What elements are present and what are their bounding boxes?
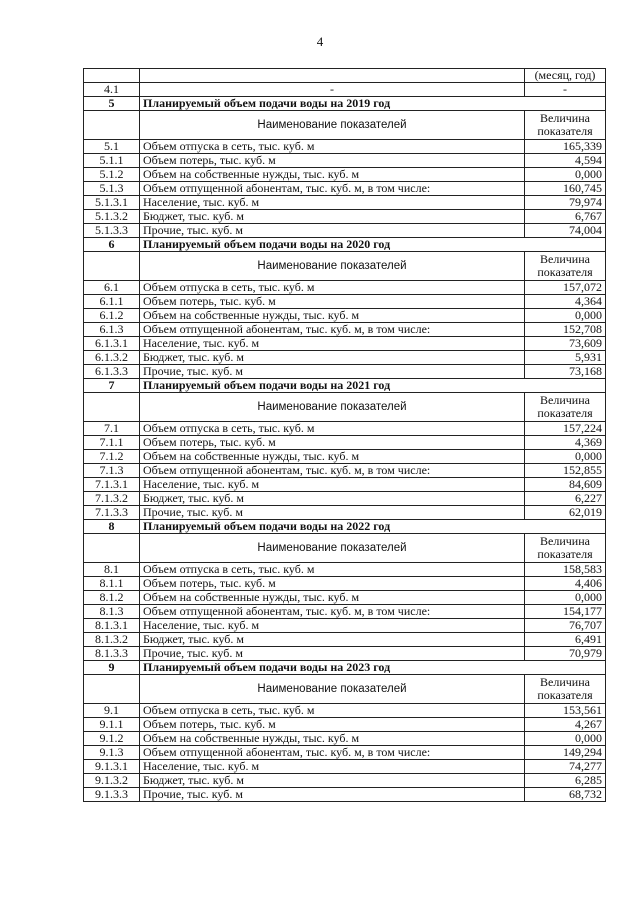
- row-name: Объем потерь, тыс. куб. м: [140, 154, 525, 168]
- row-value: 152,708: [525, 323, 606, 337]
- table-row: [84, 619, 606, 633]
- table-row: [84, 647, 606, 661]
- section-title-row: [84, 661, 606, 675]
- row-number: 7.1.3.3: [84, 506, 140, 520]
- section-number: 7: [84, 379, 140, 393]
- row-number: 9.1: [84, 704, 140, 718]
- table-row: [84, 492, 606, 506]
- header-value: [525, 534, 606, 563]
- row-value: 4,369: [525, 436, 606, 450]
- row-number: 7.1.3.1: [84, 478, 140, 492]
- row-name: Прочие, тыс. куб. м: [140, 647, 525, 661]
- unit-row-name-cell: [140, 69, 525, 83]
- row-name: Объем отпущенной абонентам, тыс. куб. м, в том числе:: [140, 182, 525, 196]
- table-row: [84, 633, 606, 647]
- table-row: [84, 591, 606, 605]
- section-number: 5: [84, 97, 140, 111]
- table-row: [84, 168, 606, 182]
- row-value: 0,000: [525, 732, 606, 746]
- table-row: [84, 506, 606, 520]
- row-value: 6,767: [525, 210, 606, 224]
- row-value: 160,745: [525, 182, 606, 196]
- row-number: 5.1: [84, 140, 140, 154]
- row-number: 7.1.1: [84, 436, 140, 450]
- row-number: 6.1.3: [84, 323, 140, 337]
- table-row: [84, 154, 606, 168]
- row-value: 149,294: [525, 746, 606, 760]
- section-header-row: [84, 675, 606, 704]
- header-value-line1: Величина: [540, 251, 590, 266]
- header-name: Наименование показателей: [140, 252, 525, 281]
- row-value: 68,732: [525, 788, 606, 802]
- row-value: 84,609: [525, 478, 606, 492]
- unit-label: (месяц, год): [525, 69, 606, 83]
- header-name: Наименование показателей: [140, 111, 525, 140]
- row-value: 74,004: [525, 224, 606, 238]
- row-number: 6.1.3.3: [84, 365, 140, 379]
- row-name: Население, тыс. куб. м: [140, 619, 525, 633]
- header-value-line1: Величина: [540, 110, 590, 125]
- row-name: Население, тыс. куб. м: [140, 478, 525, 492]
- row-number: 7.1: [84, 422, 140, 436]
- row-number: 8.1.3: [84, 605, 140, 619]
- table-row: [84, 309, 606, 323]
- table-row: [84, 450, 606, 464]
- row-value: 5,931: [525, 351, 606, 365]
- row-number: 9.1.1: [84, 718, 140, 732]
- row-value: 0,000: [525, 591, 606, 605]
- table-row: [84, 365, 606, 379]
- header-name: Наименование показателей: [140, 393, 525, 422]
- header-empty-cell: [84, 111, 140, 140]
- header-empty-cell: [84, 534, 140, 563]
- row-value: 154,177: [525, 605, 606, 619]
- header-value-line1: Величина: [540, 392, 590, 407]
- unit-row-num-cell: [84, 69, 140, 83]
- row-number: 5.1.3: [84, 182, 140, 196]
- row-value: 0,000: [525, 309, 606, 323]
- row-name: Объем отпуска в сеть, тыс. куб. м: [140, 281, 525, 295]
- row-name: Прочие, тыс. куб. м: [140, 788, 525, 802]
- row-name: Бюджет, тыс. куб. м: [140, 210, 525, 224]
- row-name: Бюджет, тыс. куб. м: [140, 633, 525, 647]
- row-name: Объем на собственные нужды, тыс. куб. м: [140, 309, 525, 323]
- section-title: Планируемый объем подачи воды на 2023 год: [140, 661, 606, 675]
- row-number: 8.1.3.1: [84, 619, 140, 633]
- table-row: [84, 760, 606, 774]
- section-number: 6: [84, 238, 140, 252]
- row-value: 6,227: [525, 492, 606, 506]
- row-name: Объем потерь, тыс. куб. м: [140, 577, 525, 591]
- unit-row: [84, 69, 606, 83]
- row-number: 7.1.3.2: [84, 492, 140, 506]
- header-value: [525, 675, 606, 704]
- table-row: [84, 281, 606, 295]
- header-value-line1: Величина: [540, 533, 590, 548]
- row-name: Объем отпущенной абонентам, тыс. куб. м, в том числе:: [140, 323, 525, 337]
- row-number: 6.1.3.2: [84, 351, 140, 365]
- row-name: Объем отпуска в сеть, тыс. куб. м: [140, 422, 525, 436]
- row-number: 9.1.2: [84, 732, 140, 746]
- row-value: 76,707: [525, 619, 606, 633]
- row-value: 157,224: [525, 422, 606, 436]
- header-value-line2: показателя: [537, 406, 593, 420]
- table-row: [84, 704, 606, 718]
- table-row: [84, 774, 606, 788]
- header-name: Наименование показателей: [140, 534, 525, 563]
- section-header-row: [84, 111, 606, 140]
- row-value: 4,267: [525, 718, 606, 732]
- row-number: 5.1.3.1: [84, 196, 140, 210]
- row-name: Население, тыс. куб. м: [140, 337, 525, 351]
- row-value: 4,406: [525, 577, 606, 591]
- table-row: [84, 788, 606, 802]
- row-value: 158,583: [525, 563, 606, 577]
- row-value: 0,000: [525, 450, 606, 464]
- row-number: 9.1.3.3: [84, 788, 140, 802]
- row-number: 8.1: [84, 563, 140, 577]
- row-number: 9.1.3.2: [84, 774, 140, 788]
- row-name: Бюджет, тыс. куб. м: [140, 492, 525, 506]
- header-value-line2: показателя: [537, 124, 593, 138]
- row-name: Прочие, тыс. куб. м: [140, 224, 525, 238]
- header-name: Наименование показателей: [140, 675, 525, 704]
- row-name: Объем отпуска в сеть, тыс. куб. м: [140, 140, 525, 154]
- header-empty-cell: [84, 393, 140, 422]
- section-title: Планируемый объем подачи воды на 2020 год: [140, 238, 606, 252]
- table-row: [84, 718, 606, 732]
- row-value: 165,339: [525, 140, 606, 154]
- table-row: [84, 732, 606, 746]
- header-value: [525, 252, 606, 281]
- row-value: 79,974: [525, 196, 606, 210]
- row-name: Объем отпуска в сеть, тыс. куб. м: [140, 563, 525, 577]
- row-number: 7.1.3: [84, 464, 140, 478]
- section-title-row: [84, 520, 606, 534]
- row-number: 8.1.1: [84, 577, 140, 591]
- table-row: [84, 196, 606, 210]
- row-name: Объем потерь, тыс. куб. м: [140, 295, 525, 309]
- table-row: [84, 422, 606, 436]
- row-value: 73,609: [525, 337, 606, 351]
- section-number: 9: [84, 661, 140, 675]
- row-name: Объем отпущенной абонентам, тыс. куб. м, в том числе:: [140, 746, 525, 760]
- table-row: [84, 746, 606, 760]
- section-title-row: [84, 97, 606, 111]
- row-name: -: [140, 83, 525, 97]
- row-name: Бюджет, тыс. куб. м: [140, 774, 525, 788]
- row-number: 7.1.2: [84, 450, 140, 464]
- section-title: Планируемый объем подачи воды на 2019 год: [140, 97, 606, 111]
- table-row: [84, 83, 606, 97]
- row-number: 6.1: [84, 281, 140, 295]
- header-value-line2: показателя: [537, 265, 593, 279]
- header-empty-cell: [84, 675, 140, 704]
- section-header-row: [84, 252, 606, 281]
- row-name: Объем на собственные нужды, тыс. куб. м: [140, 732, 525, 746]
- row-value: 157,072: [525, 281, 606, 295]
- row-value: 153,561: [525, 704, 606, 718]
- row-name: Бюджет, тыс. куб. м: [140, 351, 525, 365]
- table-row: [84, 295, 606, 309]
- table-row: [84, 577, 606, 591]
- row-name: Объем отпуска в сеть, тыс. куб. м: [140, 704, 525, 718]
- section-title-row: [84, 379, 606, 393]
- row-name: Объем на собственные нужды, тыс. куб. м: [140, 450, 525, 464]
- row-number: 9.1.3.1: [84, 760, 140, 774]
- table-row: [84, 351, 606, 365]
- header-value: [525, 111, 606, 140]
- table-row: [84, 140, 606, 154]
- row-number: 6.1.3.1: [84, 337, 140, 351]
- row-name: Объем потерь, тыс. куб. м: [140, 718, 525, 732]
- header-value-line1: Величина: [540, 674, 590, 689]
- table-row: [84, 605, 606, 619]
- row-name: Объем потерь, тыс. куб. м: [140, 436, 525, 450]
- row-name: Объем отпущенной абонентам, тыс. куб. м, в том числе:: [140, 464, 525, 478]
- row-value: 0,000: [525, 168, 606, 182]
- water-supply-table: [83, 68, 606, 802]
- row-number: 9.1.3: [84, 746, 140, 760]
- row-number: 8.1.3.2: [84, 633, 140, 647]
- row-number: 5.1.2: [84, 168, 140, 182]
- row-value: 62,019: [525, 506, 606, 520]
- row-value: 6,491: [525, 633, 606, 647]
- section-title: Планируемый объем подачи воды на 2021 год: [140, 379, 606, 393]
- row-value: 70,979: [525, 647, 606, 661]
- row-value: -: [525, 83, 606, 97]
- table-row: [84, 478, 606, 492]
- row-value: 4,594: [525, 154, 606, 168]
- section-title-row: [84, 238, 606, 252]
- row-number: 6.1.1: [84, 295, 140, 309]
- header-value: [525, 393, 606, 422]
- section-header-row: [84, 534, 606, 563]
- section-title: Планируемый объем подачи воды на 2022 год: [140, 520, 606, 534]
- row-name: Объем на собственные нужды, тыс. куб. м: [140, 168, 525, 182]
- table-row: [84, 182, 606, 196]
- page-number: 4: [316, 34, 324, 49]
- row-number: 5.1.3.2: [84, 210, 140, 224]
- table-row: [84, 224, 606, 238]
- row-number: 8.1.2: [84, 591, 140, 605]
- header-empty-cell: [84, 252, 140, 281]
- table-row: [84, 337, 606, 351]
- header-value-line2: показателя: [537, 547, 593, 561]
- row-value: 4,364: [525, 295, 606, 309]
- table-row: [84, 210, 606, 224]
- section-number: 8: [84, 520, 140, 534]
- row-number: 4.1: [84, 83, 140, 97]
- row-name: Население, тыс. куб. м: [140, 196, 525, 210]
- table-row: [84, 323, 606, 337]
- table-row: [84, 464, 606, 478]
- row-number: 5.1.1: [84, 154, 140, 168]
- row-value: 152,855: [525, 464, 606, 478]
- table-row: [84, 436, 606, 450]
- row-name: Объем отпущенной абонентам, тыс. куб. м, в том числе:: [140, 605, 525, 619]
- row-name: Объем на собственные нужды, тыс. куб. м: [140, 591, 525, 605]
- row-name: Прочие, тыс. куб. м: [140, 365, 525, 379]
- row-value: 74,277: [525, 760, 606, 774]
- row-name: Прочие, тыс. куб. м: [140, 506, 525, 520]
- row-number: 8.1.3.3: [84, 647, 140, 661]
- row-name: Население, тыс. куб. м: [140, 760, 525, 774]
- row-number: 5.1.3.3: [84, 224, 140, 238]
- row-value: 73,168: [525, 365, 606, 379]
- header-value-line2: показателя: [537, 688, 593, 702]
- section-header-row: [84, 393, 606, 422]
- table-row: [84, 563, 606, 577]
- row-number: 6.1.2: [84, 309, 140, 323]
- row-value: 6,285: [525, 774, 606, 788]
